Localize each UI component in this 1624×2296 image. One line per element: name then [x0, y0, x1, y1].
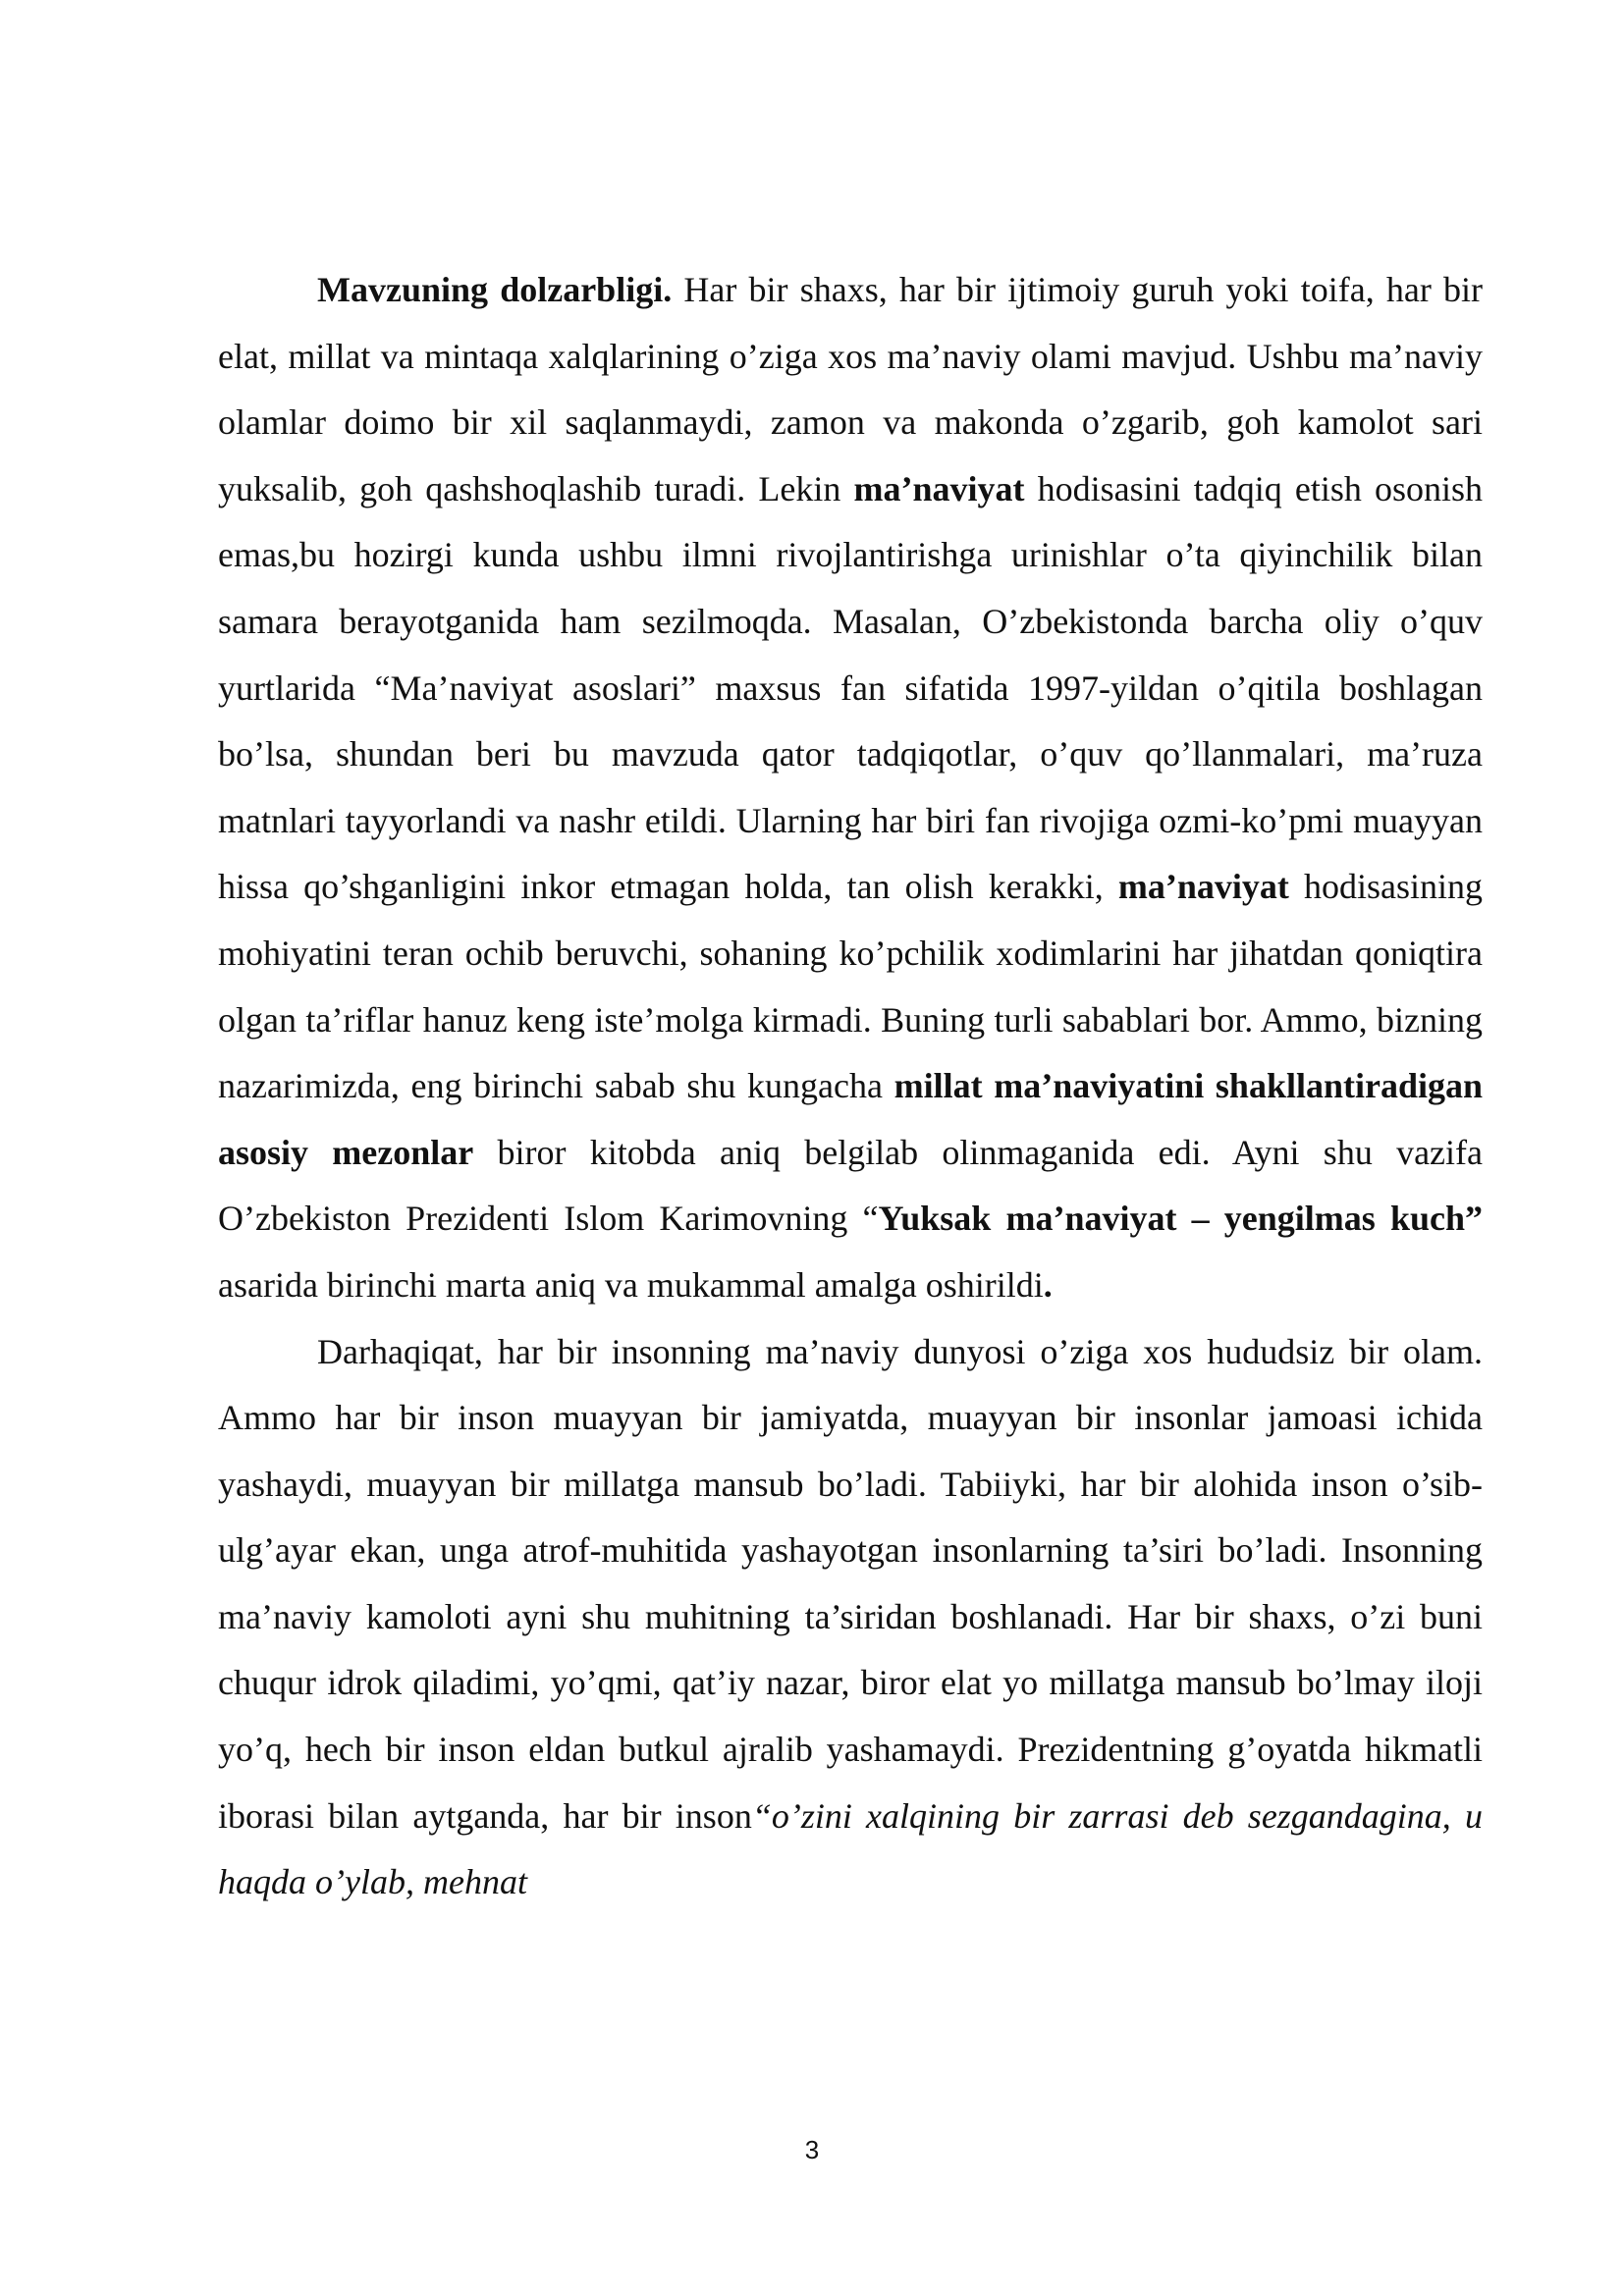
book-title: Yuksak ma’naviyat – yengilmas kuch” — [878, 1199, 1483, 1239]
paragraph-text: asarida birinchi marta aniq va mukammal amalga oshirildi — [218, 1264, 1044, 1305]
italic-quote: “o’zini xalqining bir zarrasi deb sezgandagina, u haqda o’ylab, mehnat — [218, 1795, 1484, 1902]
paragraph-text: biror kitobda aniq belgilab olinmaganida edi. Ayni shu vazifa O’zbekiston Prezidenti Islom Karimovning “ — [218, 1132, 1483, 1239]
document-body — [218, 257, 1483, 1916]
paragraph-text: Darhaqiqat, har bir insonning ma’naviy dunyosi o’ziga xos hududsiz bir olam. Ammo har bir inson muayyan bir jamiyatda, muayyan bir insonlar jamoasi ichida yashaydi, muayyan bir millatga mansub bo’ladi. Tabiiyki, har bir alohida inson o’sib-ulg’ayar ekan, unga atrof-muhitida yashayotgan insonlarning ta’siri bo’ladi. Insonning ma’naviy kamoloti ayni shu muhitning ta’siridan boshlanadi. Har bir shaxs, o’zi buni chuqur idrok qiladimi, yo’qmi, qat’iy nazar, biror elat yo millatga mansub bo’lmay iloji yo’q, hech bir inson eldan butkul ajralib yashamaydi. Prezidentning g’oyatda hikmatli iborasi bilan aytganda, har bir inson — [218, 1331, 1483, 1836]
paragraph-indeed — [218, 1319, 1483, 1916]
paragraph-text: hodisasini tadqiq etish osonish emas,bu hozirgi kunda ushbu ilmni rivojlantirishga urinishlar o’ta qiyinchilik bilan samara berayotganida ham sezilmoqda. Masalan, O’zbekistonda barcha oliy o’quv yurtlarida “Ma’naviyat asoslari” maxsus fan sifatida 1997-yildan o’qitila boshlagan bo’lsa, shundan beri bu mavzuda qator tadqiqotlar, o’quv qo’llanmalari, ma’ruza matnlari tayyorlandi va nashr etildi. Ularning har biri fan rivojiga ozmi-ko’pmi muayyan hissa qo’shganligini inkor etmagan holda, tan olish kerakki, — [218, 468, 1483, 907]
page-number: 3 — [804, 2135, 820, 2164]
bold-phrase: millat ma’naviyatini shakllantiradigan asosiy mezonlar — [218, 1066, 1484, 1172]
paragraph-text: Har bir shaxs, har bir ijtimoiy guruh yoki toifa, har bir elat, millat va mintaqa xalqlarining o’ziga xos ma’naviy olami mavjud. Ushbu ma’naviy olamlar doimo bir xil saqlanmaydi, zamon va makonda o’zgarib, goh kamolot sari yuksalib, goh qashshoqlashib turadi. Lekin — [218, 270, 1484, 508]
bold-term: ma’naviyat — [1117, 867, 1289, 907]
section-heading: Mavzuning dolzarbligi. — [317, 270, 673, 309]
paragraph-relevance — [218, 257, 1483, 1319]
paragraph-text: hodisasining mohiyatini teran ochib beruvchi, sohaning ko’pchilik xodimlarini har jihatdan qoniqtira olgan ta’riflar hanuz keng iste’molga kirmadi. Buning turli sabablari bor. Ammo, bizning nazarimizda, eng birinchi sabab shu kungacha — [218, 867, 1483, 1106]
bold-term: ma’naviyat — [853, 468, 1025, 508]
bold-period: . — [1043, 1264, 1053, 1305]
